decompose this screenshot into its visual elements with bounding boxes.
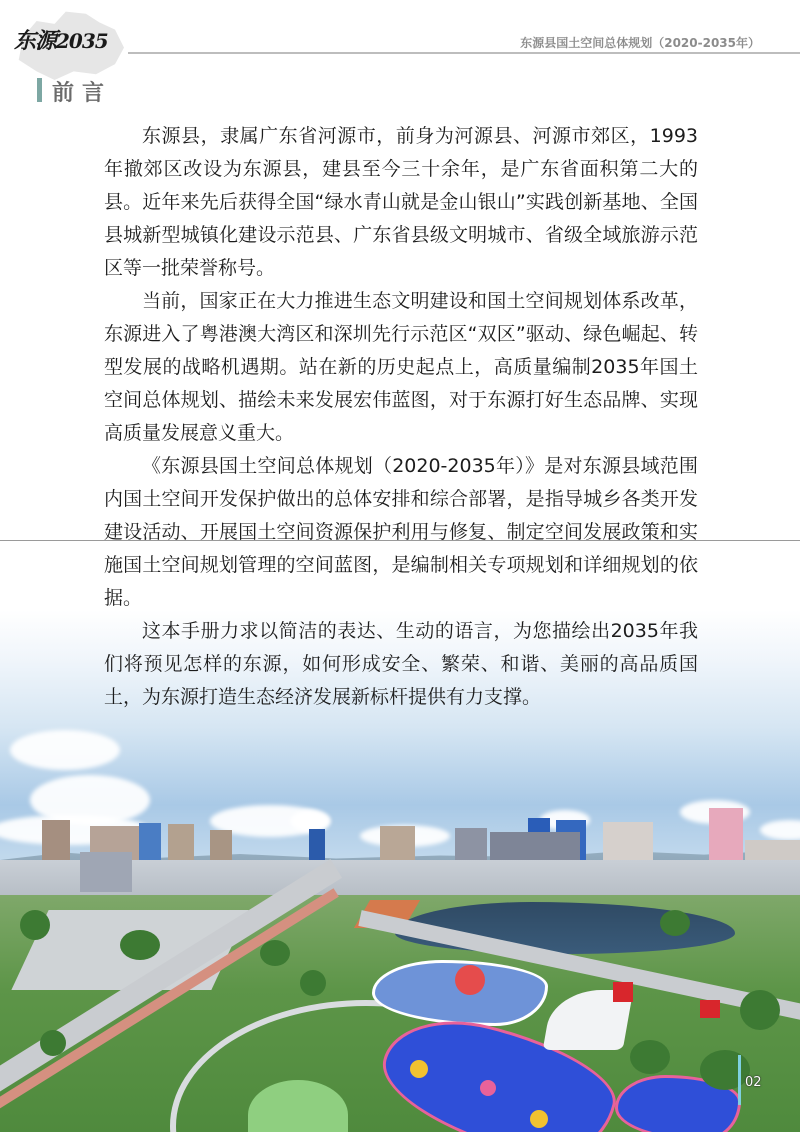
- page-number: 02: [745, 1075, 762, 1090]
- document-title: 东源县国土空间总体规划（2020-2035年）: [520, 36, 760, 50]
- section-title: 前言: [52, 81, 113, 106]
- preface-body: [104, 120, 698, 714]
- paragraph: 《东源县国土空间总体规划（2020-2035年）》是对东源县域范围内国土空间开发保护做出的总体安排和综合部署，是指导城乡各类开发建设活动、开展国土空间资源保护利用与修复、制定空间发展政策和实施国土空间规划管理的空间蓝图，是编制相关专项规划和详细规划的依据。: [104, 455, 698, 609]
- logo: [14, 24, 108, 55]
- paragraph: 当前，国家正在大力推进生态文明建设和国土空间规划体系改革，东源进入了粤港澳大湾区和深圳先行示范区“双区”驱动、绿色崛起、转型发展的战略机遇期。站在新的历史起点上，高质量编制2035年国土空间总体规划、描绘未来发展宏伟蓝图，对于东源打好生态品牌、实现高质量发展意义重大。: [104, 290, 698, 444]
- logo-text: 东源: [14, 28, 57, 54]
- paragraph: 东源县，隶属广东省河源市，前身为河源县、河源市郊区，1993年撤郊区改设为东源县，建县至今三十余年，是广东省面积第二大的县。近年来先后获得全国“绿水青山就是金山银山”实践创新基地、全国县城新型城镇化建设示范县、广东省县级文明城市、省级全域旅游示范区等一批荣誉称号。: [104, 125, 698, 279]
- section-accent-bar: [37, 78, 42, 102]
- header-divider: [128, 52, 800, 54]
- logo-year: 2035: [56, 29, 108, 53]
- paragraph: 这本手册力求以简洁的表达、生动的语言，为您描绘出2035年我们将预见怎样的东源，如何形成安全、繁荣、和谐、美丽的高品质国土，为东源打造生态经济发展新标杆提供有力支撑。: [104, 620, 698, 708]
- page-number-marker: [738, 1055, 741, 1105]
